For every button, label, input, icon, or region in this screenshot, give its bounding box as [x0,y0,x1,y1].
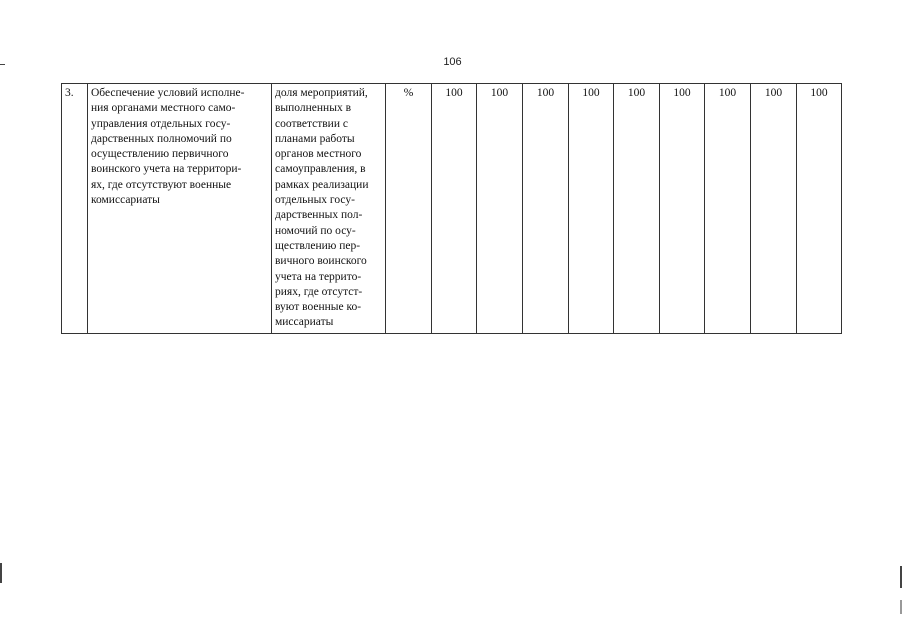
indicator-line: органов местного [275,148,362,161]
activity-name-cell [88,84,272,334]
indicator-line: вуют военные ко- [275,301,362,314]
left-margin-mark [0,563,2,583]
value-cell: 100 [432,84,477,334]
right-margin-mark [900,600,902,614]
indicator-line: ществлению пер- [275,239,361,252]
value-cell: 100 [751,84,797,334]
program-indicators-table [61,83,842,334]
activity-name-line: Обеспечение условий исполне- [91,87,245,99]
activity-name-line: осуществлению первичного [91,148,229,161]
activity-name-line: воинского учета на территори- [91,163,242,176]
indicator-line: вичного воинского [275,255,367,268]
indicator-line: рамках реализации [275,178,369,191]
value-cell: 100 [797,84,842,334]
indicator-cell [272,84,386,334]
activity-name-line: управления отдельных госу- [91,117,231,130]
activity-name-line: комиссариаты [91,194,160,207]
value-cell: 100 [569,84,614,334]
value-cell: 100 [523,84,569,334]
value-cell: 100 [477,84,523,334]
indicator-line: отдельных госу- [275,194,355,207]
indicator-line: планами работы [275,132,355,145]
indicator-line: номочий по осу- [275,224,356,237]
row-number: 3. [62,84,88,334]
indicator-line: миссариаты [275,316,334,329]
indicator-line: учета на террито- [275,270,362,283]
activity-name-line: ях, где отсутствуют военные [91,178,232,191]
indicator-line: риях, где отсутст- [275,285,363,298]
unit-cell: % [386,84,432,334]
activity-name-line: дарственных полномочий по [91,132,232,145]
activity-name-line: ния органами местного само- [91,102,236,115]
value-cell: 100 [660,84,705,334]
indicator-line: доля мероприятий, [275,87,368,99]
value-cell: 100 [705,84,751,334]
indicator-line: дарственных пол- [275,209,363,222]
right-margin-mark [900,566,902,588]
table-row [62,84,842,334]
indicator-line: выполненных в [275,102,351,115]
page-number: 106 [443,56,462,68]
indicator-line: самоуправления, в [275,163,366,176]
left-margin-mark [0,64,5,65]
value-cell: 100 [614,84,660,334]
indicator-line: соответствии с [275,117,348,130]
